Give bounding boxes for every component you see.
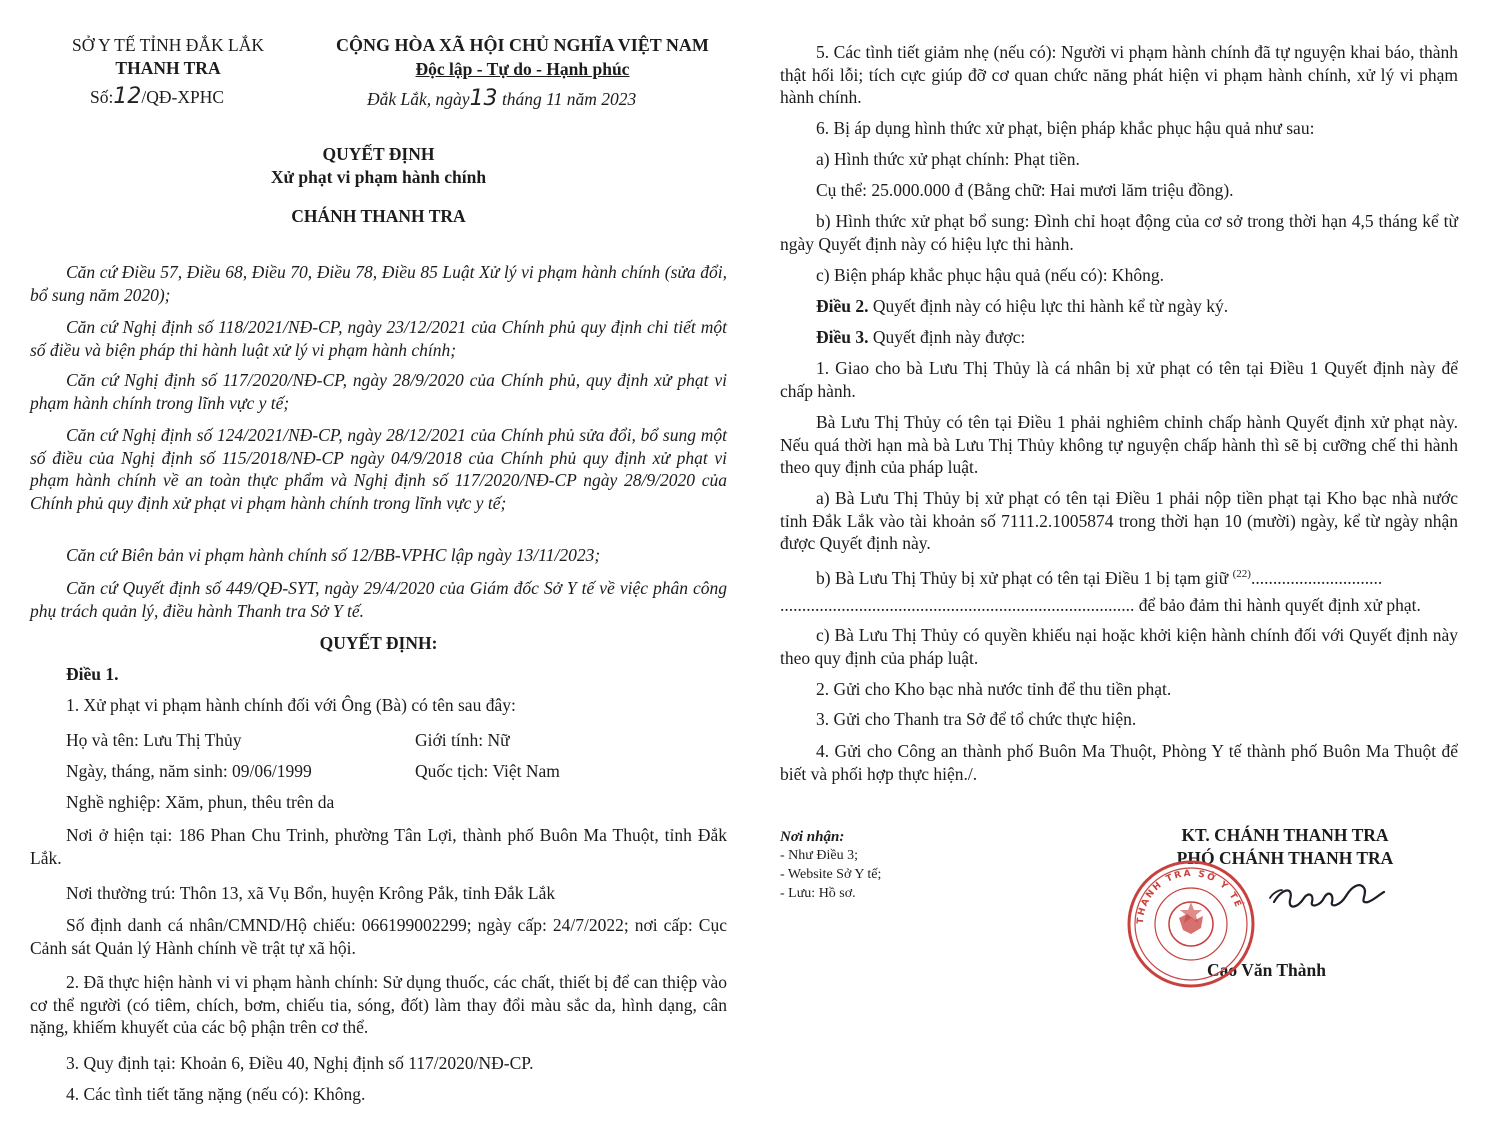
recipients-heading: Nơi nhận:: [780, 829, 845, 845]
legal-basis-3: Căn cứ Nghị định số 117/2020/NĐ-CP, ngày 28/9/2020 của Chính phủ, quy định xử phạt vi phạm hành chính trong lĩnh vực y tế;: [30, 370, 727, 413]
violator-nationality: Quốc tịch: Việt Nam: [415, 761, 560, 781]
article-1-item-6a-detail: Cụ thể: 25.000.000 đ (Bằng chữ: Hai mươi lăm triệu đồng).: [816, 180, 1234, 200]
legal-basis-4: Căn cứ Nghị định số 124/2021/NĐ-CP, ngày 28/12/2021 của Chính phủ sửa đổi, bổ sung một số điều của Nghị định số 115/2018/NĐ-CP ngày 04/9/2018 của Chính phủ quy định xử phạt vi phạm hành chính về an toàn thực phẩm và Nghị định số 117/2020/NĐ-CP ngày 28/9/2020 của Chính phủ quy định xử phạt vi phạm hành chính trong lĩnh vực y tế;: [30, 425, 727, 513]
article-1-item-6: 6. Bị áp dụng hình thức xử phạt, biện pháp khắc phục hậu quả như sau:: [816, 118, 1315, 138]
nation-title: CỘNG HÒA XÃ HỘI CHỦ NGHĨA VIỆT NAM: [336, 35, 709, 55]
national-motto: Độc lập - Tự do - Hạnh phúc: [415, 59, 630, 79]
article-1-item-2: 2. Đã thực hiện hành vi vi phạm hành chính: Sử dụng thuốc, các chất, thiết bị để can thiệp vào cơ thể người (có tiêm, chích, bơm, chiếu tia, sóng, đốt) làm thay đổi màu sắc da, hình dạng, cân nặng, khiếm khuyết của các bộ phận trên cơ thể.: [30, 972, 727, 1037]
article-3-heading: Điều 3.: [816, 327, 869, 347]
seal-text: THANH TRA SỞ Y TẾ: [1135, 868, 1244, 925]
violator-occupation: Nghề nghiệp: Xăm, phun, thêu trên da: [66, 792, 335, 812]
decision-number: Số:12/QĐ-XPHC: [90, 84, 225, 109]
legal-basis-1: Căn cứ Điều 57, Điều 68, Điều 70, Điều 78, Điều 85 Luật Xử lý vi phạm hành chính (sửa đổi, bổ sung năm 2020);: [30, 262, 727, 305]
issue-date: Đắk Lắk, ngày13 tháng 11 năm 2023: [367, 86, 637, 111]
article-1-item-3: 3. Quy định tại: Khoản 6, Điều 40, Nghị định số 117/2020/NĐ-CP.: [66, 1053, 534, 1073]
fill-dots-1: ..............................: [1250, 567, 1383, 588]
violator-permanent-address: Nơi thường trú: Thôn 13, xã Vụ Bổn, huyện Krông Pắk, tỉnh Đắk Lắk: [66, 883, 556, 903]
legal-basis-2: Căn cứ Nghị định số 118/2021/NĐ-CP, ngày 23/12/2021 của Chính phủ quy định chi tiết một số điều và biện pháp thi hành luật xử lý vi phạm hành chính;: [30, 317, 727, 360]
article-2-heading: Điều 2.: [816, 296, 869, 316]
signer-name: Cao Văn Thành: [1207, 960, 1326, 980]
article-3-item-1c: c) Bà Lưu Thị Thủy có quyền khiếu nại hoặc khởi kiện hành chính đối với Quyết định này theo quy định của pháp luật.: [780, 625, 1458, 668]
article-2-text: Quyết định này có hiệu lực thi hành kể từ ngày ký.: [868, 296, 1229, 316]
article-3-item-1-p2: Bà Lưu Thị Thủy có tên tại Điều 1 phải nghiêm chỉnh chấp hành Quyết định xử phạt này. Nếu quá thời hạn mà bà Lưu Thị Thủy không tự nguyện chấp hành thì sẽ bị cưỡng chế thi hành theo quy định của pháp luật.: [780, 412, 1458, 477]
decision-heading: QUYẾT ĐỊNH:: [319, 633, 438, 653]
legal-basis-5: Căn cứ Biên bản vi phạm hành chính số 12/BB-VPHC lập ngày 13/11/2023;: [66, 545, 601, 565]
article-3-text: Quyết định này được:: [868, 327, 1026, 347]
issuer-title: CHÁNH THANH TRA: [291, 206, 466, 226]
recipient-2: - Website Sở Y tế;: [780, 867, 882, 882]
violator-current-address: Nơi ở hiện tại: 186 Phan Chu Trinh, phường Tân Lợi, thành phố Buôn Ma Thuột, tỉnh Đắk Lắk.: [30, 825, 727, 868]
document-title: QUYẾT ĐỊNH: [322, 144, 435, 164]
fill-dots-2: .................................................................................: [780, 595, 1135, 615]
article-1-item-5: 5. Các tình tiết giảm nhẹ (nếu có): Người vi phạm hành chính đã tự nguyện khai báo, thành thật hối lỗi; tích cực giúp đỡ cơ quan chức năng phát hiện vi phạm hành chính, xử lý vi phạm hành chính.: [780, 42, 1458, 107]
article-1-item-6a: a) Hình thức xử phạt chính: Phạt tiền.: [816, 149, 1080, 169]
violator-id-info: Số định danh cá nhân/CMND/Hộ chiếu: 066199002299; ngày cấp: 24/7/2022; nơi cấp: Cục Cảnh sát Quản lý Hành chính về trật tự xã hội.: [30, 915, 727, 958]
signature-icon: [1268, 868, 1388, 924]
article-3-item-1a: a) Bà Lưu Thị Thủy bị xử phạt có tên tại Điều 1 phải nộp tiền phạt tại Kho bạc nhà nước tỉnh Đắk Lắk vào tài khoản số 7111.2.1005874 trong thời hạn 10 (mười) ngày, kể từ ngày nhận được Quyết định này.: [780, 488, 1458, 553]
article-2: [780, 295, 1458, 318]
article-1-heading: Điều 1.: [66, 664, 119, 684]
violator-name: Họ và tên: Lưu Thị Thủy: [66, 730, 242, 750]
article-3-item-1b-line1: b) Bà Lưu Thị Thủy bị xử phạt có tên tại Điều 1 bị tạm giữ $^{(22)}$..............................: [816, 567, 1383, 588]
violator-dob: Ngày, tháng, năm sinh: 09/06/1999: [66, 761, 312, 781]
article-3-item-1b-line2: ................................................................................. để bảo đảm thi hành quyết định xử phạt.: [780, 595, 1421, 615]
signer-capacity: KT. CHÁNH THANH TRA: [1181, 825, 1389, 845]
legal-basis-6: Căn cứ Quyết định số 449/QĐ-SYT, ngày 29/4/2020 của Giám đốc Sở Y tế về việc phân công phụ trách quản lý, điều hành Thanh tra Sở Y tế.: [30, 578, 727, 621]
article-1-item-4: 4. Các tình tiết tăng nặng (nếu có): Không.: [66, 1084, 366, 1104]
violator-gender: Giới tính: Nữ: [415, 730, 510, 750]
article-3-item-3: 3. Gửi cho Thanh tra Sở để tổ chức thực hiện.: [816, 709, 1137, 729]
article-1-item-6c: c) Biện pháp khắc phục hậu quả (nếu có): Không.: [816, 265, 1164, 285]
agency-unit: THANH TRA: [115, 58, 221, 78]
issue-day-handwritten: 13: [469, 86, 498, 111]
article-3-item-1: 1. Giao cho bà Lưu Thị Thủy là cá nhân bị xử phạt có tên tại Điều 1 Quyết định này để chấp hành.: [780, 358, 1458, 401]
signer-title: PHÓ CHÁNH THANH TRA: [1176, 848, 1394, 868]
document-subtitle: Xử phạt vi phạm hành chính: [270, 167, 487, 187]
recipient-1: - Như Điều 3;: [780, 848, 858, 863]
footnote-ref: (22): [1232, 568, 1251, 580]
article-1-item-1: 1. Xử phạt vi phạm hành chính đối với Ông (Bà) có tên sau đây:: [66, 695, 516, 715]
recipient-3: - Lưu: Hồ sơ.: [780, 886, 856, 901]
article-3: [780, 326, 1458, 349]
article-3-item-4: 4. Gửi cho Công an thành phố Buôn Ma Thuột, Phòng Y tế thành phố Buôn Ma Thuột để biết và phối hợp thực hiện./.: [780, 741, 1458, 784]
article-3-item-2: 2. Gửi cho Kho bạc nhà nước tỉnh để thu tiền phạt.: [816, 679, 1172, 699]
article-1-item-6b: b) Hình thức xử phạt bổ sung: Đình chỉ hoạt động của cơ sở trong thời hạn 4,5 tháng kể từ ngày Quyết định này có hiệu lực thi hành.: [780, 211, 1458, 254]
official-seal-icon: [1125, 858, 1257, 990]
decision-number-handwritten: 12: [113, 84, 142, 109]
agency-name: SỞ Y TẾ TỈNH ĐẮK LẮK: [71, 35, 264, 55]
